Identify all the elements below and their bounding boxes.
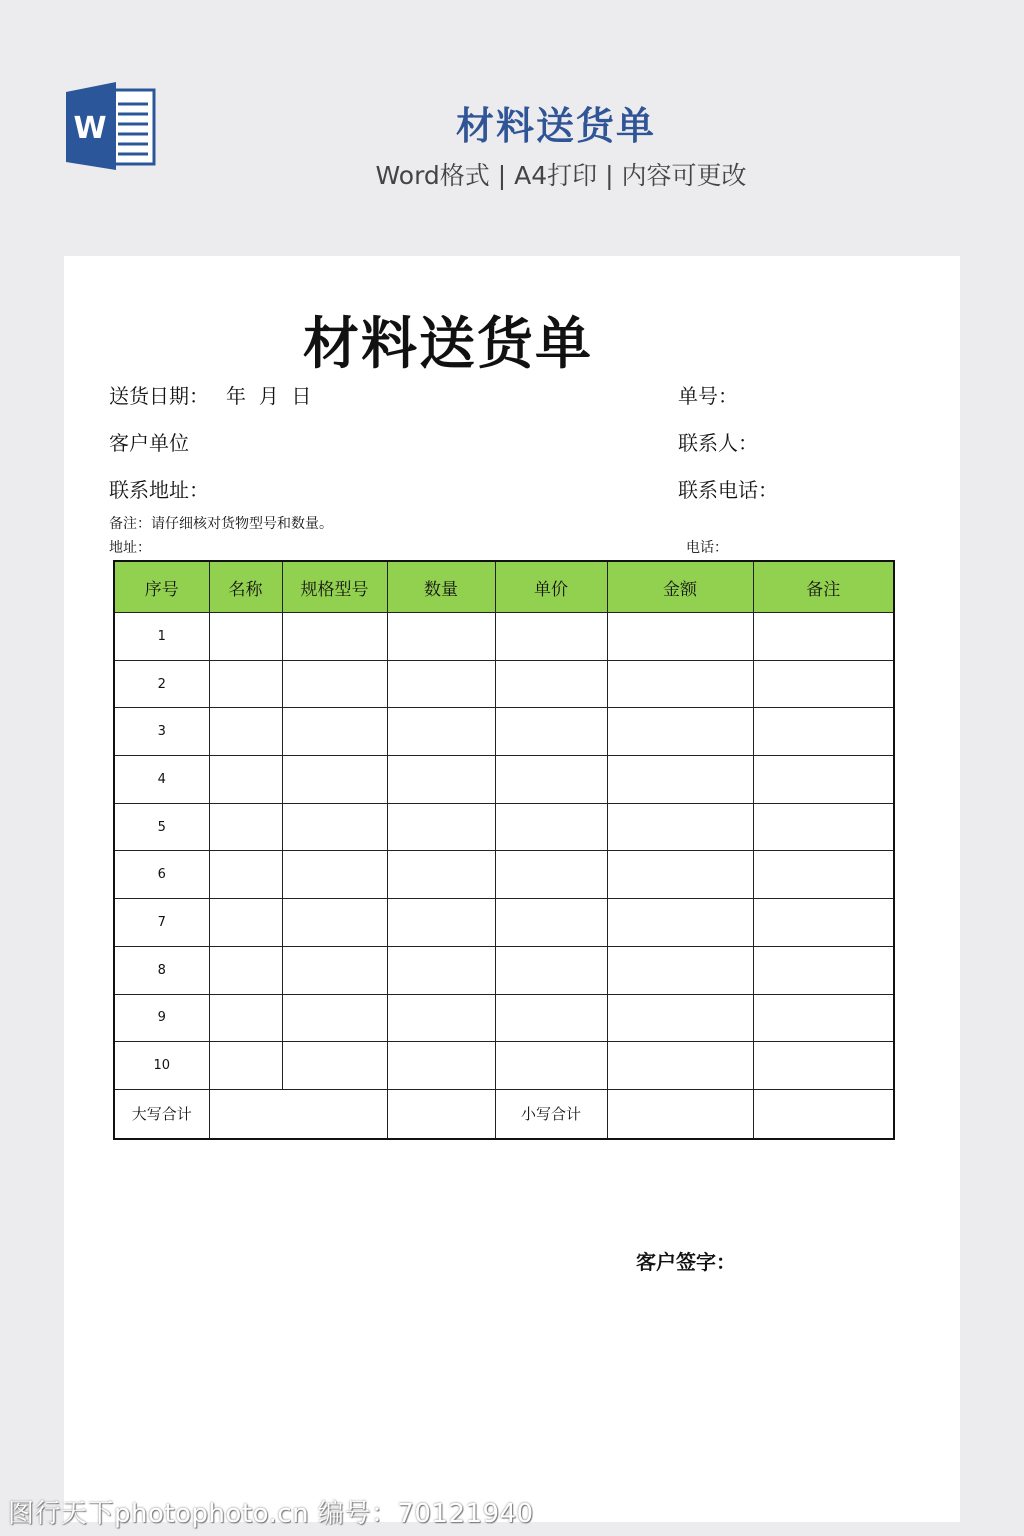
cell-name[interactable] xyxy=(209,803,282,851)
cell-name[interactable] xyxy=(209,1042,282,1090)
column-header: 金额 xyxy=(607,561,753,613)
total-uppercase-value[interactable] xyxy=(209,1089,387,1139)
cell-quantity[interactable] xyxy=(387,708,495,756)
column-header: 序号 xyxy=(114,561,209,613)
cell-remark[interactable] xyxy=(753,946,894,994)
column-header: 规格型号 xyxy=(282,561,387,613)
cell-unit-price[interactable] xyxy=(495,1042,607,1090)
row-number: 1 xyxy=(114,613,209,661)
total-uppercase-label: 大写合计 xyxy=(114,1089,209,1139)
table-row xyxy=(114,899,894,947)
table-row xyxy=(114,613,894,661)
cell-name[interactable] xyxy=(209,851,282,899)
cell-spec[interactable] xyxy=(282,756,387,804)
cell-spec[interactable] xyxy=(282,946,387,994)
cell-quantity[interactable] xyxy=(387,851,495,899)
cell-amount[interactable] xyxy=(607,1042,753,1090)
row-number: 4 xyxy=(114,756,209,804)
row-number: 9 xyxy=(114,994,209,1042)
total-lowercase-label: 小写合计 xyxy=(495,1089,607,1139)
column-header: 备注 xyxy=(753,561,894,613)
cell-quantity[interactable] xyxy=(387,946,495,994)
document-title: 材料送货单 xyxy=(303,311,593,377)
cell-unit-price[interactable] xyxy=(495,946,607,994)
table-row xyxy=(114,660,894,708)
cell-spec[interactable] xyxy=(282,708,387,756)
table-row xyxy=(114,1042,894,1090)
total-row xyxy=(114,1089,894,1139)
cell-remark[interactable] xyxy=(753,660,894,708)
address-label: 地址： xyxy=(109,540,151,556)
column-header: 数量 xyxy=(387,561,495,613)
row-number: 2 xyxy=(114,660,209,708)
cell-spec[interactable] xyxy=(282,613,387,661)
cell-remark[interactable] xyxy=(753,613,894,661)
banner-subtitle: Word格式 | A4打印 | 内容可更改 xyxy=(375,161,747,190)
row-number: 7 xyxy=(114,899,209,947)
cell-remark[interactable] xyxy=(753,899,894,947)
note-text: 备注：请仔细核对货物型号和数量。 xyxy=(109,516,333,532)
cell-unit-price[interactable] xyxy=(495,756,607,804)
table-row xyxy=(114,851,894,899)
cell-spec[interactable] xyxy=(282,851,387,899)
cell-spec[interactable] xyxy=(282,994,387,1042)
goods-table xyxy=(113,560,895,1140)
column-header: 单价 xyxy=(495,561,607,613)
table-row xyxy=(114,803,894,851)
row-number: 6 xyxy=(114,851,209,899)
contact-person-label: 联系人： xyxy=(678,431,758,455)
cell-unit-price[interactable] xyxy=(495,994,607,1042)
cell-spec[interactable] xyxy=(282,1042,387,1090)
contact-phone-label: 联系电话： xyxy=(678,478,778,502)
cell-quantity[interactable] xyxy=(387,756,495,804)
cell-amount[interactable] xyxy=(607,994,753,1042)
cell-amount[interactable] xyxy=(607,660,753,708)
cell-amount[interactable] xyxy=(607,756,753,804)
cell-quantity[interactable] xyxy=(387,994,495,1042)
cell-name[interactable] xyxy=(209,994,282,1042)
watermark-text: 图行天下photophoto.cn 编号：70121940 xyxy=(8,1499,534,1529)
row-number: 10 xyxy=(114,1042,209,1090)
cell-name[interactable] xyxy=(209,946,282,994)
cell-name[interactable] xyxy=(209,613,282,661)
order-no-label: 单号： xyxy=(678,384,738,408)
cell-amount[interactable] xyxy=(607,708,753,756)
banner-title: 材料送货单 xyxy=(455,104,656,148)
logo-letter: W xyxy=(73,111,107,146)
cell-unit-price[interactable] xyxy=(495,803,607,851)
cell-remark[interactable] xyxy=(753,708,894,756)
table-row xyxy=(114,946,894,994)
contact-address-label: 联系地址： xyxy=(109,478,209,502)
cell-amount[interactable] xyxy=(607,946,753,994)
cell-remark[interactable] xyxy=(753,994,894,1042)
cell-amount[interactable] xyxy=(607,803,753,851)
cell-amount[interactable] xyxy=(607,613,753,661)
cell-name[interactable] xyxy=(209,708,282,756)
cell-remark[interactable] xyxy=(753,803,894,851)
cell-unit-price[interactable] xyxy=(495,613,607,661)
total-blank-cell[interactable] xyxy=(387,1089,495,1139)
cell-name[interactable] xyxy=(209,899,282,947)
cell-remark[interactable] xyxy=(753,756,894,804)
table-row xyxy=(114,994,894,1042)
cell-spec[interactable] xyxy=(282,660,387,708)
cell-unit-price[interactable] xyxy=(495,660,607,708)
row-number: 3 xyxy=(114,708,209,756)
phone-label: 电话： xyxy=(686,540,728,556)
cell-amount[interactable] xyxy=(607,899,753,947)
row-number: 8 xyxy=(114,946,209,994)
cell-quantity[interactable] xyxy=(387,1042,495,1090)
cell-quantity[interactable] xyxy=(387,803,495,851)
cell-amount[interactable] xyxy=(607,851,753,899)
table-row xyxy=(114,708,894,756)
total-lowercase-value[interactable] xyxy=(607,1089,753,1139)
table-row xyxy=(114,756,894,804)
cell-name[interactable] xyxy=(209,660,282,708)
cell-spec[interactable] xyxy=(282,899,387,947)
column-header: 名称 xyxy=(209,561,282,613)
table-header-row xyxy=(114,561,894,613)
cell-remark[interactable] xyxy=(753,851,894,899)
cell-quantity[interactable] xyxy=(387,660,495,708)
customer-unit-label: 客户单位 xyxy=(109,431,189,455)
customer-signature-label: 客户签字： xyxy=(636,1250,736,1274)
delivery-date-label: 送货日期： xyxy=(109,384,209,408)
cell-spec[interactable] xyxy=(282,803,387,851)
cell-unit-price[interactable] xyxy=(495,851,607,899)
total-remark-cell[interactable] xyxy=(753,1089,894,1139)
cell-unit-price[interactable] xyxy=(495,708,607,756)
cell-remark[interactable] xyxy=(753,1042,894,1090)
row-number: 5 xyxy=(114,803,209,851)
cell-unit-price[interactable] xyxy=(495,899,607,947)
delivery-date-units: 年 月 日 xyxy=(226,384,312,408)
cell-quantity[interactable] xyxy=(387,613,495,661)
cell-name[interactable] xyxy=(209,756,282,804)
cell-quantity[interactable] xyxy=(387,899,495,947)
